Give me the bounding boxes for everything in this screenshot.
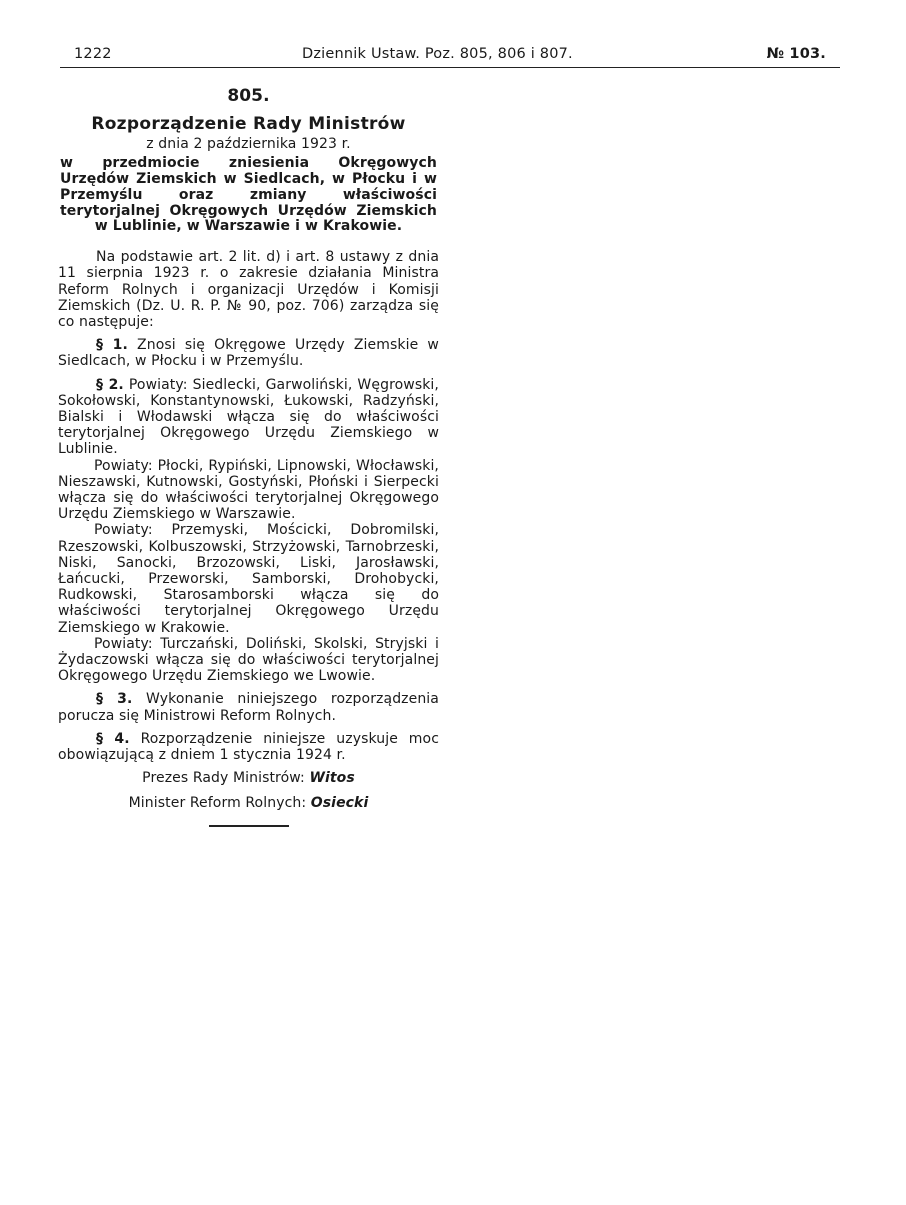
section-text: Powiaty: Płocki, Rypiński, Lipnowski, Włocławski, Nieszawski, Kutnowski, Gostyński, Płoński i Sierpecki włącza się do właściwości terytorjalnej Okręgowego Urzędu Ziemskiego w Warszawie. — [58, 457, 439, 523]
section-mark: § 4. — [96, 730, 130, 747]
signature-prime-minister — [58, 769, 439, 787]
act-date: z dnia 2 października 1923 r. — [146, 136, 351, 152]
page-header — [60, 44, 840, 68]
section-4 — [58, 731, 439, 763]
section-2-paragraph-2 — [58, 458, 439, 523]
section-3 — [58, 691, 439, 723]
act-subject: w przedmiocie zniesienia Okręgowych Urzędów Ziemskich w Siedlcach, w Płocku i w Przemyślu oraz zmiany właściwości terytorjalnej Okręgowych Urzędów Ziemskich w Lublinie, w Warszawie i w Krakowie. — [60, 155, 437, 235]
act-title: Rozporządzenie Rady Ministrów — [91, 114, 406, 134]
signature-name: Osiecki — [310, 795, 369, 812]
closing-rule — [209, 825, 289, 827]
header-divider — [60, 67, 840, 68]
section-2-paragraph-3 — [58, 522, 439, 635]
section-mark: § 1. — [96, 337, 128, 354]
section-1 — [58, 337, 439, 369]
section-text: Powiaty: Siedlecki, Garwoliński, Węgrowski, Sokołowski, Konstantynowski, Łukowski, Radzyński, Bialski i Włodawski włącza się do właściwości terytorjalnej Okręgowego Urzędu Ziemskiego w Lublinie. — [58, 376, 439, 458]
section-text: Rozporządzenie niniejsze uzyskuje moc obowiązującą z dniem 1 stycznia 1924 r. — [58, 730, 439, 764]
section-text: Powiaty: Turczański, Doliński, Skolski, Stryjski i Żydaczowski włącza się do właściwości terytorjalnej Okręgowego Urzędu Ziemskiego we Lwowie. — [58, 635, 439, 685]
journal-title: Dziennik Ustaw. Poz. 805, 806 i 807. — [302, 46, 573, 62]
issue-number: № 103. — [766, 46, 826, 62]
section-2-paragraph-4 — [58, 636, 439, 685]
section-text: Znosi się Okręgowe Urzędy Ziemskie w Siedlcach, w Płocku i w Przemyślu. — [58, 337, 439, 370]
section-mark: § 3. — [96, 691, 133, 708]
preamble: Na podstawie art. 2 lit. d) i art. 8 ustawy z dnia 11 sierpnia 1923 r. o zakresie działania Ministra Reform Rolnych i organizacji Urzędów i Komisji Ziemskich (Dz. U. R. P. № 90, poz. 706) zarządza się co następuje: — [58, 249, 439, 330]
document-column — [58, 86, 439, 827]
section-2 — [58, 377, 439, 458]
section-mark: § 2. — [96, 376, 124, 393]
position-number: 805. — [227, 86, 270, 106]
section-text: Wykonanie niniejszego rozporządzenia porucza się Ministrowi Reform Rolnych. — [58, 691, 439, 724]
page-number: 1222 — [74, 46, 112, 62]
section-text: Powiaty: Przemyski, Mościcki, Dobromilski, Rzeszowski, Kolbuszowski, Strzyżowski, Tarnobrzeski, Niski, Sanocki, Brzozowski, Liski, Jarosławski, Łańcucki, Przeworski, Samborski, Drohobycki, Rudkowski, Starosamborski włącza się do właściwości terytorjalnej Okręgowego Urzędu Ziemskiego w Krakowie. — [58, 522, 439, 636]
signature-role: Prezes Rady Ministrów: — [142, 770, 305, 787]
signature-minister — [58, 794, 439, 812]
signature-name: Witos — [309, 770, 355, 787]
signature-role: Minister Reform Rolnych: — [128, 795, 307, 812]
